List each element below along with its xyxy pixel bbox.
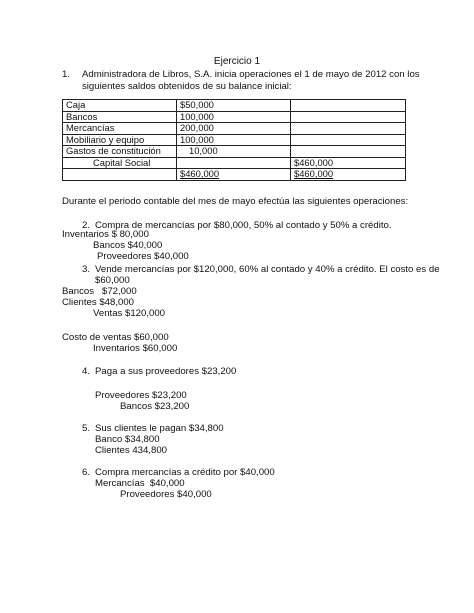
op-6-entry-line: Proveedores $40,000 — [120, 489, 212, 500]
op-5-text: Sus clientes le pagan $34,800 — [95, 423, 224, 434]
op-2-entry-line: Bancos $40,000 — [93, 240, 163, 251]
op-2-entry-line: Inventarios $ 80,000 — [62, 229, 149, 240]
op-5-entry-line: Banco $34,800 — [95, 434, 160, 445]
table-row — [63, 111, 406, 123]
debit-cell: $50,000 — [177, 100, 291, 112]
account-cell: Bancos — [63, 111, 177, 123]
credit-cell — [291, 146, 406, 158]
op-3-number: 3. — [82, 264, 91, 275]
credit-cell — [291, 123, 406, 135]
op-3-entry-line: Ventas $120,000 — [93, 308, 166, 319]
balance-table — [62, 99, 406, 181]
item-1-text-line2: siguientes saldos obtenidos de su balance inicial: — [82, 81, 292, 92]
op-6-text: Compra mercancías a crédito por $40,000 — [95, 467, 275, 478]
op-6-number: 6. — [82, 467, 91, 478]
debit-cell: 10,000 — [177, 146, 291, 158]
account-cell: Caja — [63, 100, 177, 112]
op-5-number: 5. — [82, 423, 91, 434]
debit-cell — [177, 157, 291, 169]
account-cell: Capital Social — [63, 157, 177, 169]
debit-cell: 100,000 — [177, 134, 291, 146]
credit-total-cell: $460,000 — [291, 169, 406, 181]
op-3-cost-line: Inventarios $60,000 — [93, 343, 178, 354]
item-1-number: 1. — [62, 69, 71, 80]
table-row — [63, 100, 406, 112]
credit-cell — [291, 111, 406, 123]
op-4-number: 4. — [82, 366, 91, 377]
table-row — [63, 146, 406, 158]
table-row — [63, 134, 406, 146]
op-4-entry-line: Proveedores $23,200 — [95, 390, 187, 401]
exercise-title: Ejercicio 1 — [213, 56, 261, 67]
op-2-number: 2. — [82, 220, 91, 231]
op-5-entry-line: Clientes 434,800 — [95, 445, 168, 456]
operations-intro: Durante el periodo contable del mes de mayo efectúa las siguientes operaciones: — [62, 196, 409, 207]
op-3-entry-line: Clientes $48,000 — [62, 297, 135, 308]
debit-total-cell: $460,000 — [177, 169, 291, 181]
op-4-text: Paga a sus proveedores $23,200 — [95, 366, 237, 377]
op-2-entry-line: Proveedores $40,000 — [97, 251, 189, 262]
credit-cell — [291, 100, 406, 112]
table-row — [63, 169, 406, 181]
debit-cell: 100,000 — [177, 111, 291, 123]
op-3-cost-line: Costo de ventas $60,000 — [62, 332, 169, 343]
account-cell — [63, 169, 177, 181]
item-1-text-line1: Administradora de Libros, S.A. inicia operaciones el 1 de mayo de 2012 con los — [82, 69, 420, 80]
op-4-entry-line: Bancos $23,200 — [120, 401, 190, 412]
table-row — [63, 123, 406, 135]
op-3-text-line2: $60,000 — [95, 275, 130, 286]
op-2-text: Compra de mercancías por $80,000, 50% al contado y 50% a crédito. — [95, 220, 392, 231]
op-6-entry-line: Mercancías $40,000 — [95, 478, 185, 489]
op-3-entry-line: Bancos $72,000 — [62, 286, 137, 297]
op-3-text-line1: Vende mercancías por $120,000, 60% al contado y 40% a crédito. El costo es de — [95, 264, 440, 275]
account-cell: Mobiliario y equipo — [63, 134, 177, 146]
table-row — [63, 157, 406, 169]
credit-cell: $460,000 — [291, 157, 406, 169]
account-cell: Gastos de constitución — [63, 146, 177, 158]
credit-cell — [291, 134, 406, 146]
account-cell: Mercancías — [63, 123, 177, 135]
debit-cell: 200,000 — [177, 123, 291, 135]
